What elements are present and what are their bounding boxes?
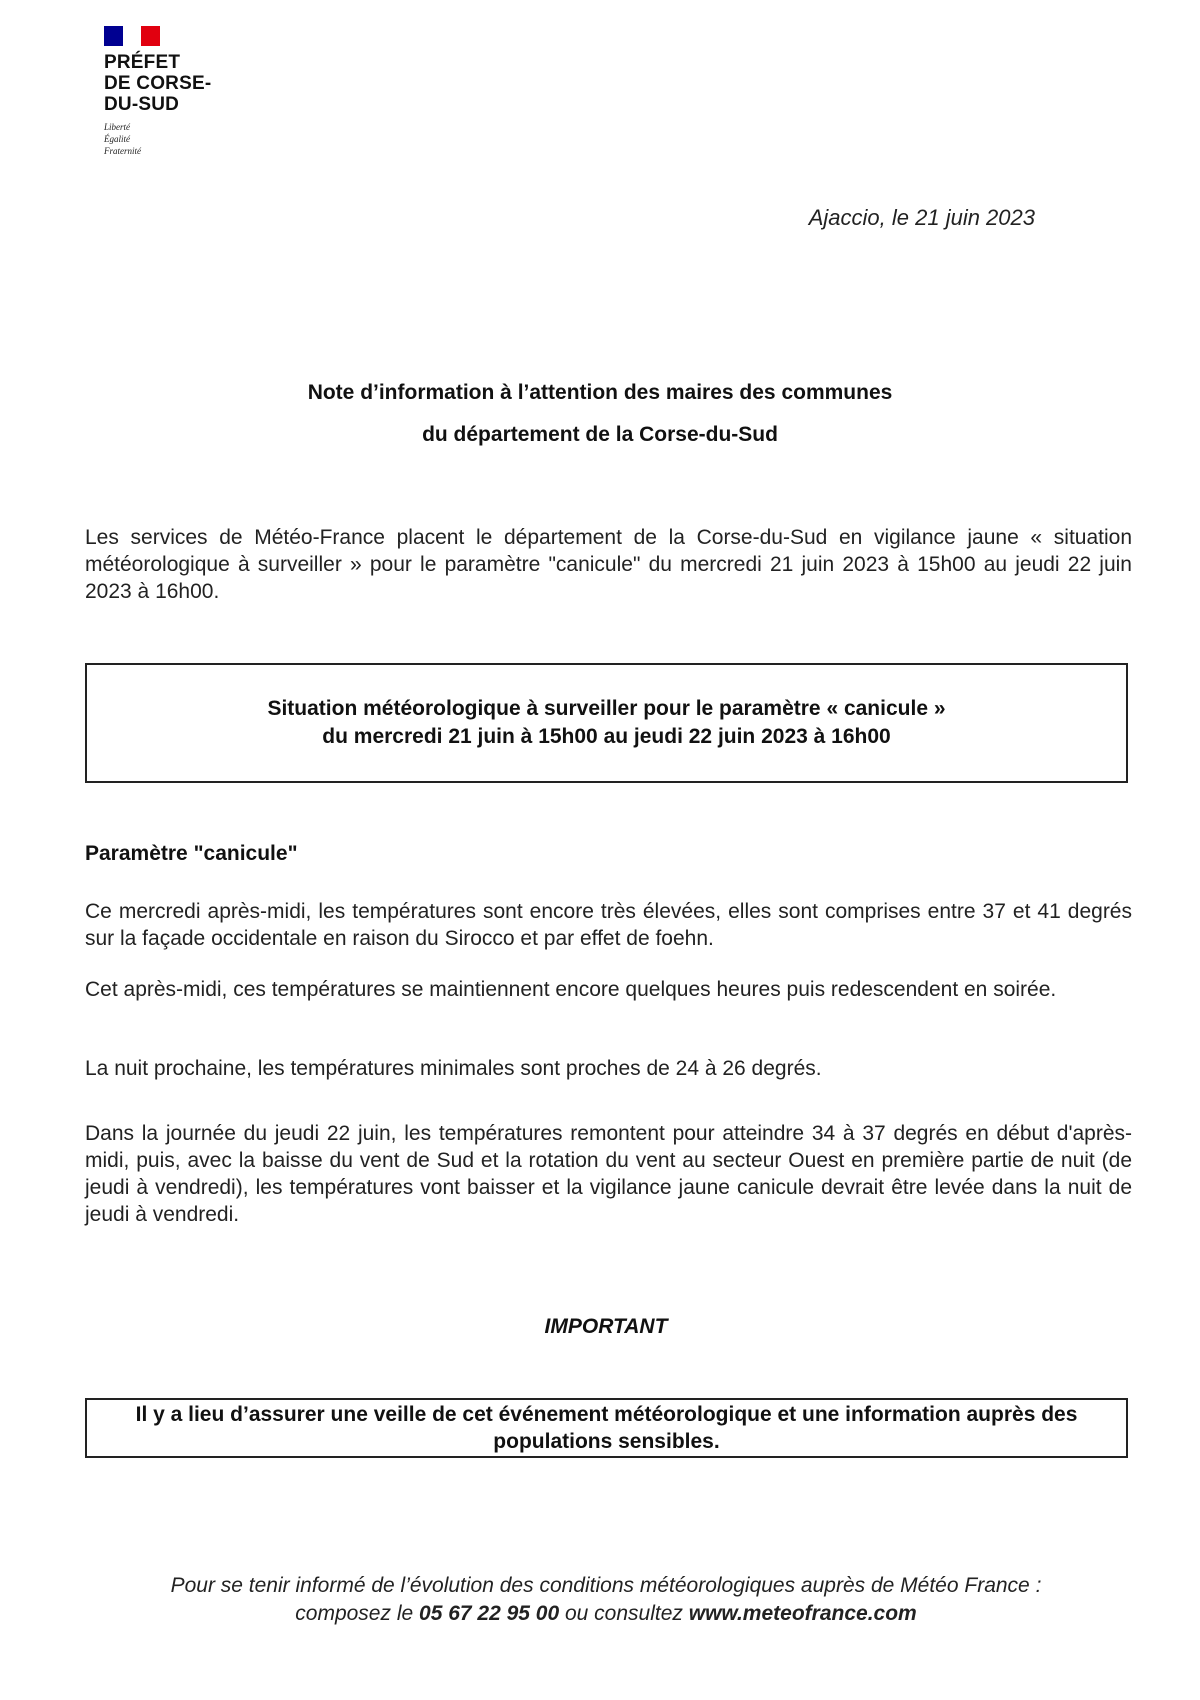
website-link[interactable]: www.meteofrance.com bbox=[688, 1602, 917, 1625]
paragraph-4: Dans la journée du jeudi 22 juin, les températures remontent pour atteindre 34 à 37 degrés en début d'après-midi, puis, avec la baisse du vent de Sud et la rotation du vent au secteur Ouest en première partie de nuit (de jeudi à vendredi), les températures vont baisser et la vigilance jaune canicule devrait être levée dans la nuit de jeudi à vendredi. bbox=[85, 1122, 1132, 1226]
logo-motto bbox=[104, 121, 304, 157]
footer-line-1: Pour se tenir informé de l’évolution des conditions météorologiques auprès de Météo France : bbox=[170, 1574, 1042, 1597]
french-flag-icon bbox=[104, 26, 160, 46]
document-title bbox=[0, 372, 1200, 456]
alert-box bbox=[85, 663, 1128, 783]
title-line-1: Note d’information à l’attention des maires des communes bbox=[307, 381, 893, 404]
section-heading: Paramètre "canicule" bbox=[85, 842, 298, 865]
logo-title bbox=[104, 52, 304, 115]
logo-line-2: DE CORSE- bbox=[104, 73, 212, 94]
footer-middle: ou consultez bbox=[559, 1602, 689, 1625]
footer bbox=[0, 1572, 1200, 1628]
motto-line-2: Égalité bbox=[104, 134, 130, 144]
motto-line-3: Fraternité bbox=[104, 146, 141, 156]
title-line-2: du département de la Corse-du-Sud bbox=[422, 423, 778, 446]
prefecture-logo bbox=[104, 26, 304, 157]
logo-line-1: PRÉFET bbox=[104, 52, 181, 73]
alert-line-2: du mercredi 21 juin à 15h00 au jeudi 22 juin 2023 à 16h00 bbox=[322, 725, 891, 748]
logo-line-3: DU-SUD bbox=[104, 94, 180, 115]
important-label: IMPORTANT bbox=[544, 1315, 668, 1338]
footer-line-2 bbox=[0, 1600, 1200, 1628]
phone-number: 05 67 22 95 00 bbox=[419, 1602, 560, 1625]
intro-paragraph: Les services de Météo-France placent le département de la Corse-du-Sud en vigilance jaune « situation météorologique à surveiller » pour le paramètre "canicule" du mercredi 21 juin 2023 à 15h00 au jeudi 22 juin 2023 à 16h00. bbox=[85, 526, 1132, 603]
paragraph-2: Cet après-midi, ces températures se maintiennent encore quelques heures puis redescendent en soirée. bbox=[85, 978, 1057, 1001]
alert-line-1: Situation météorologique à surveiller pour le paramètre « canicule » bbox=[267, 697, 946, 720]
paragraph-1: Ce mercredi après-midi, les températures sont encore très élevées, elles sont comprises entre 37 et 41 degrés sur la façade occidentale en raison du Sirocco et par effet de foehn. bbox=[85, 900, 1132, 950]
footer-prefix: composez le bbox=[295, 1602, 420, 1625]
important-box: Il y a lieu d’assurer une veille de cet événement météorologique et une information auprès des populations sensibles. bbox=[85, 1398, 1128, 1458]
motto-line-1: Liberté bbox=[104, 122, 130, 132]
paragraph-3: La nuit prochaine, les températures minimales sont proches de 24 à 26 degrés. bbox=[85, 1057, 822, 1080]
date-line: Ajaccio, le 21 juin 2023 bbox=[808, 205, 1035, 230]
